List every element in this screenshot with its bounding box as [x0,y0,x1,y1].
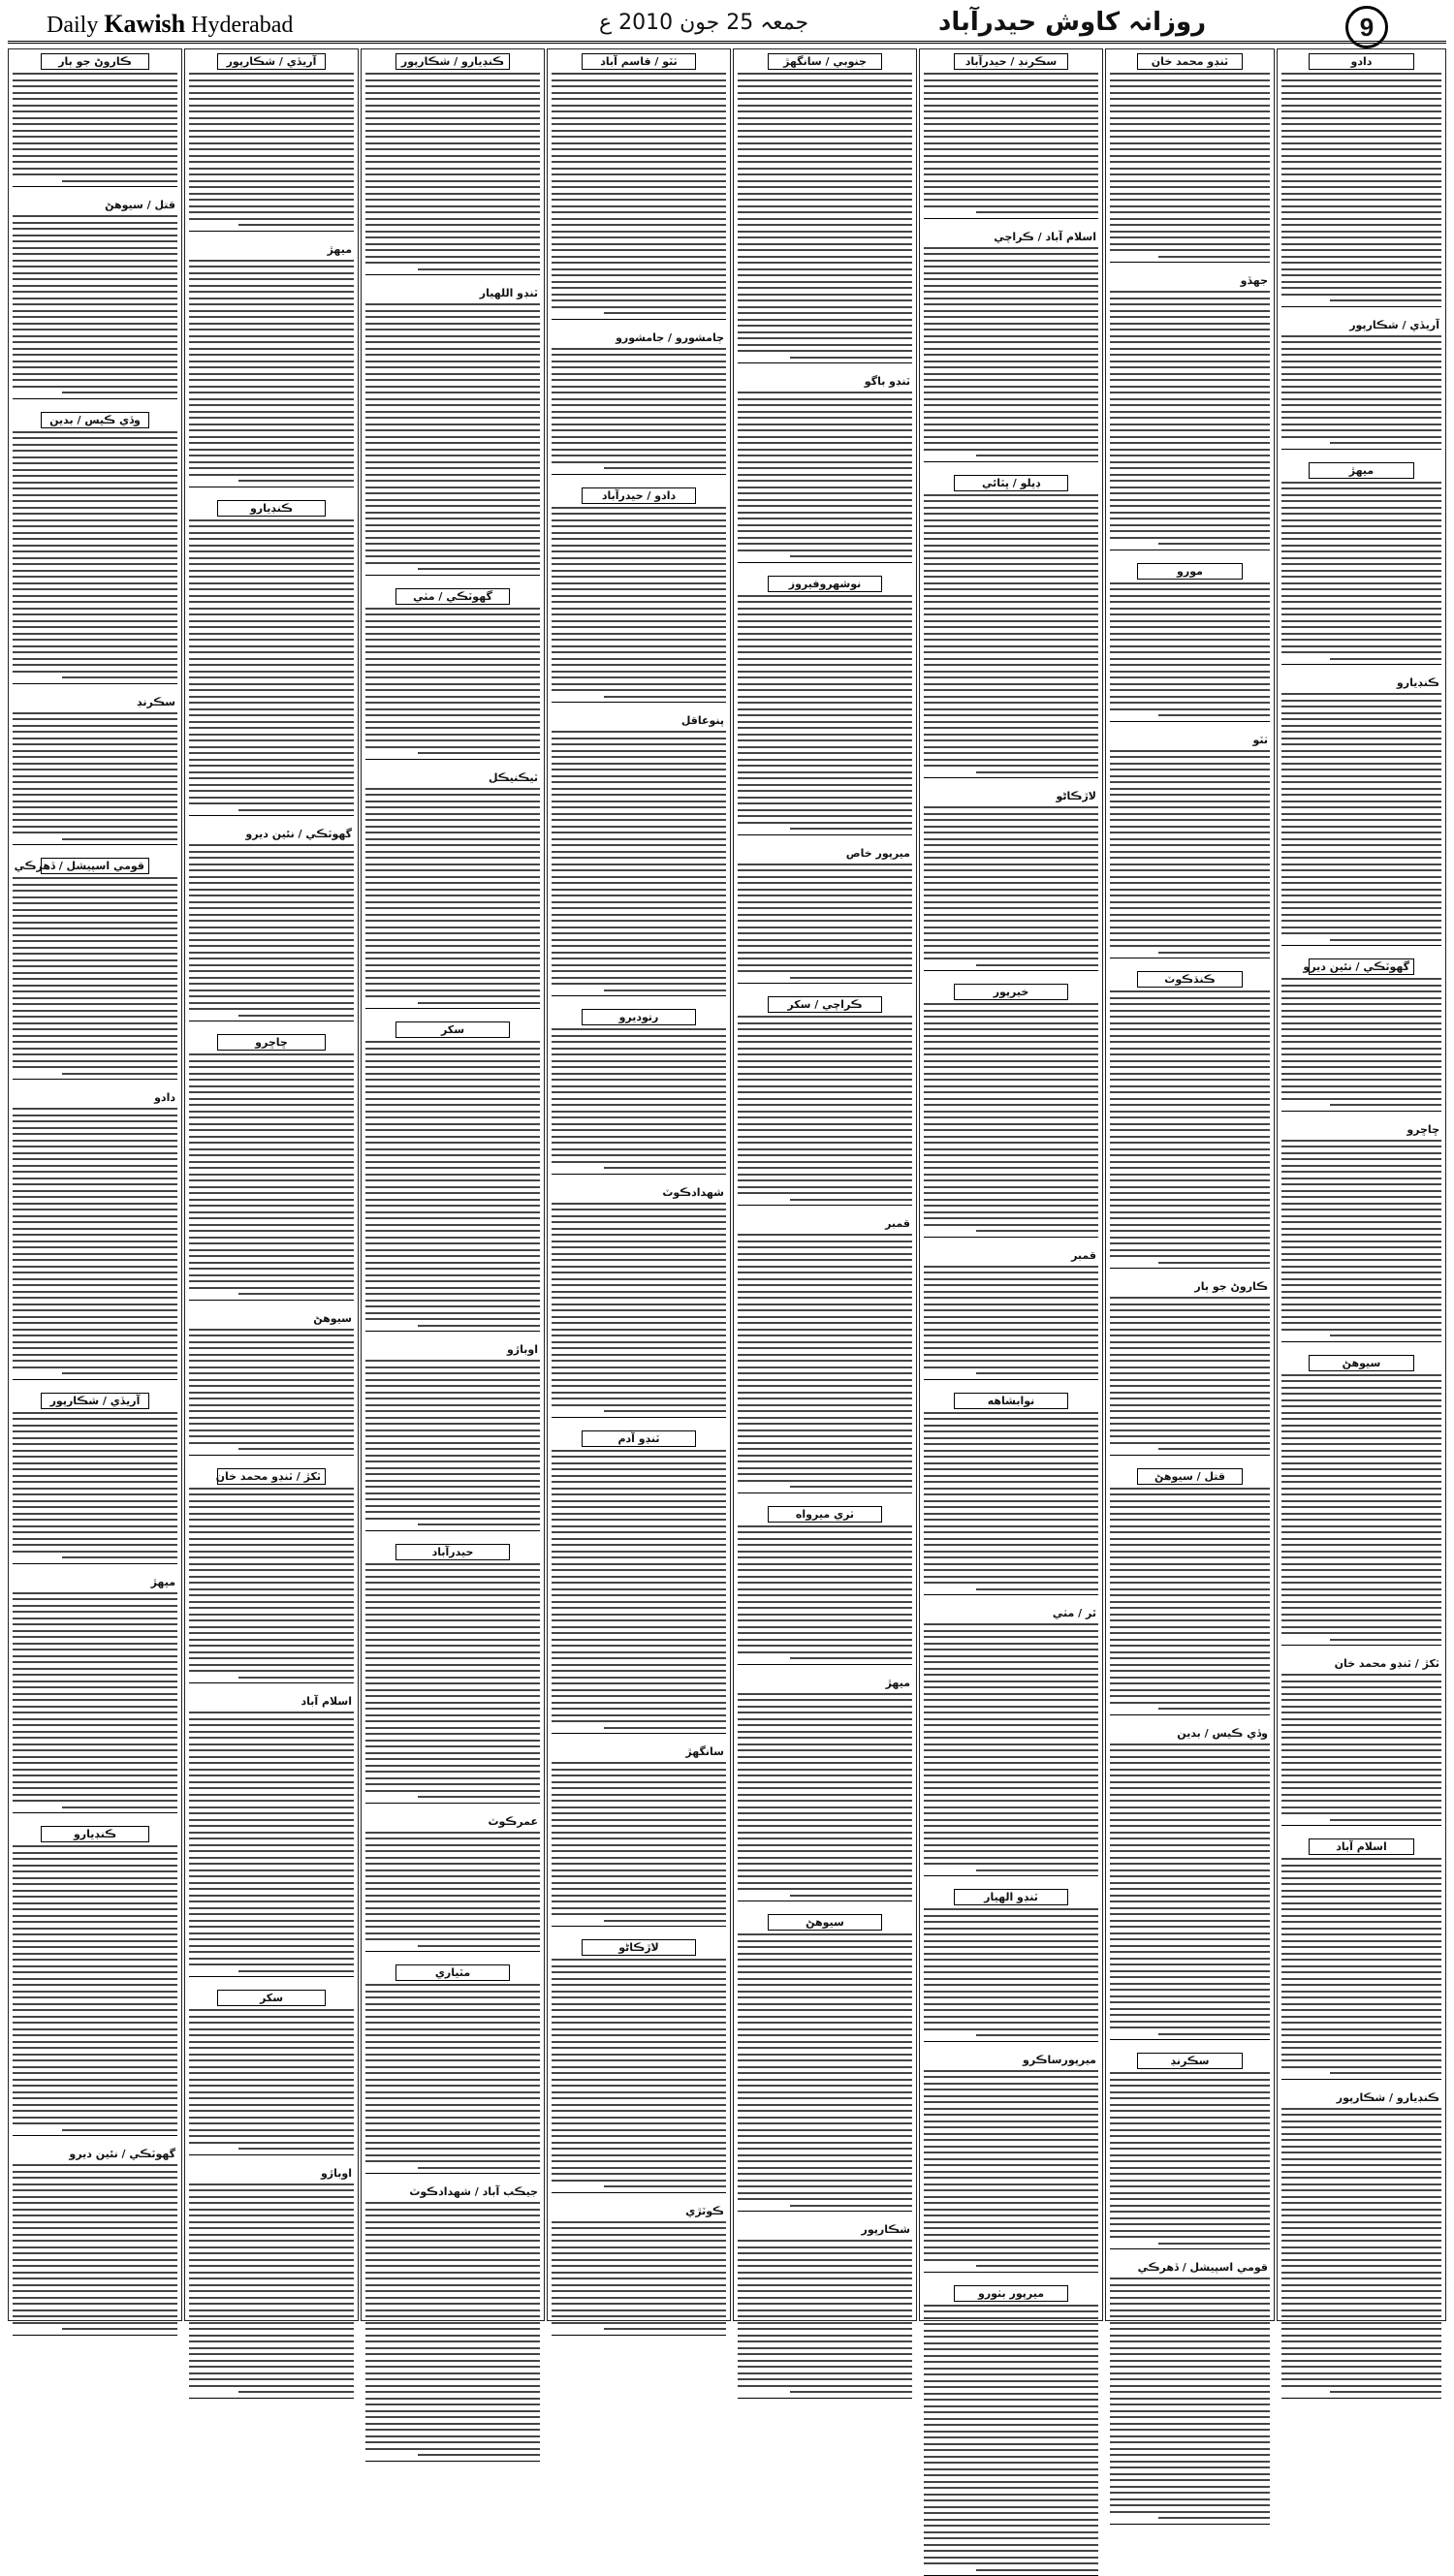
story-headline: سڪرنڊ [13,695,177,709]
news-story [185,1694,358,1977]
story-headline: دادو / حيدرآباد [582,487,696,504]
story-headline: سکر [395,1021,510,1038]
news-story [920,475,1102,779]
news-story [548,1744,730,1927]
story-headline: ڪنڌڪوٽ [1137,971,1243,988]
story-body-text [189,1712,354,1972]
news-story [9,858,181,1080]
news-story [9,1090,181,1380]
story-body-text [552,1959,726,2187]
page-number-badge: 9 [1345,6,1388,48]
news-story [185,53,358,232]
story-headline: ٽنڊو اللهيار [365,286,540,300]
story-headline: ڇاڇرو [1281,1122,1441,1137]
news-story [362,53,544,275]
story-body-text [365,73,540,270]
story-headline: قمبر [924,1248,1098,1263]
news-story [1106,563,1274,722]
news-story [548,1430,730,1735]
news-story [734,1914,916,2212]
news-column [1277,48,1446,2321]
story-headline: اسلام آباد [189,1694,354,1709]
news-story [362,1544,544,1804]
story-headline: ميهڙ [189,242,354,257]
story-headline: شهدادڪوٽ [552,1185,726,1200]
story-headline: ٺٽو / قاسم آباد [582,53,696,70]
story-body-text [189,73,354,226]
urdu-title: روزانہ کاوش حیدرآباد [938,8,1206,37]
story-body-text [1110,291,1270,545]
story-body-text [365,1832,540,1947]
news-story [548,487,730,704]
story-body-text [13,877,177,1075]
news-story [9,1826,181,2136]
news-story [920,984,1102,1238]
story-headline: سيوهڻ [768,1914,882,1931]
news-story [920,230,1102,462]
news-story [1278,1122,1445,1342]
story-body-text [189,260,354,483]
story-body-text [924,1623,1098,1871]
story-body-text [1281,2108,1441,2394]
news-story [1106,53,1274,263]
news-story [185,1468,358,1684]
news-story [1106,1279,1274,1456]
story-body-text [365,1360,540,1525]
story-body-text [738,1016,912,1201]
news-story [1106,2053,1274,2249]
story-headline: سکر [217,1990,326,2006]
news-story [548,1185,730,1418]
story-body-text [13,215,177,393]
news-story [1278,1838,1445,2080]
story-headline: حيدرآباد [395,1544,510,1560]
story-headline: اسلام آباد / ڪراچي [924,230,1098,244]
news-story [734,1506,916,1665]
story-headline: عمرڪوٽ [365,1814,540,1829]
news-story [362,2184,544,2462]
news-story [1278,2090,1445,2399]
story-body-text [1281,335,1441,445]
story-headline: آريڏي / شڪارپور [1281,318,1441,332]
story-headline: آريڏي / شڪارپور [41,1393,149,1409]
story-headline: قتل / سيوهڻ [1137,1468,1243,1485]
story-headline: سيوهڻ [189,1311,354,1326]
story-headline: لاڙڪاڻو [582,1939,696,1956]
story-body-text [1281,73,1441,301]
story-body-text [189,2009,354,2150]
story-body-text [13,1412,177,1559]
story-headline: مٽياري [395,1964,510,1981]
story-headline: خيرپور [954,984,1068,1000]
story-headline: نوابشاهه [954,1393,1068,1409]
news-story [734,846,916,985]
story-body-text [13,1108,177,1374]
story-headline: سڪرنڊ / حيدرآباد [954,53,1068,70]
story-body-text [552,507,726,698]
story-body-text [365,788,540,1004]
story-body-text [738,595,912,831]
news-story [734,2222,916,2399]
story-body-text [552,348,726,470]
news-story [1278,1355,1445,1647]
story-body-text [1110,582,1270,717]
story-headline: ڪراچي / سکر [768,996,882,1013]
news-story [548,1939,730,2193]
story-body-text [924,73,1098,213]
story-headline: ڪنڊيارو / شڪارپور [1281,2090,1441,2105]
story-headline: ٽنڊو آدم [582,1430,696,1447]
story-headline: ميرپور خاص [738,846,912,861]
story-headline: گهوٽڪي / نئين ديرو [1309,958,1414,975]
story-headline: ميهڙ [13,1575,177,1589]
news-story [185,1034,358,1301]
story-body-text [924,2305,1098,2571]
story-headline: ٽکڙ / ٽنڊو محمد خان [217,1468,326,1485]
story-body-text [738,864,912,979]
story-body-text [552,1028,726,1169]
news-story [734,996,916,1206]
story-headline: اسلام آباد [1309,1838,1414,1855]
news-story [920,1606,1102,1876]
story-body-text [189,519,354,811]
news-story [920,1889,1102,2042]
news-column [733,48,917,2321]
story-body-text [1110,73,1270,258]
story-headline: جنوبي / سانگهڙ [768,53,882,70]
news-story [920,1393,1102,1596]
story-body-text [1281,1140,1441,1337]
story-body-text [552,73,726,314]
news-story [1278,958,1445,1112]
masthead [8,6,1446,44]
news-story [548,2204,730,2336]
story-headline: شڪارپور [738,2222,912,2237]
news-story [920,789,1102,971]
story-headline: ڪنڊيارو [217,500,326,517]
story-body-text [1110,2072,1270,2245]
story-headline: رتوديرو [582,1009,696,1025]
story-headline: وڏي ڪيس / بدين [1110,1726,1270,1741]
news-story [734,1676,916,1902]
story-body-text [1110,1488,1270,1711]
story-headline: جهڏو [1110,273,1270,288]
story-body-text [1110,1297,1270,1450]
story-headline: نوشهروفيروز [768,576,882,592]
story-headline: قومي اسپيشل / ڏهرڪي [41,858,149,874]
news-story [362,770,544,1010]
story-body-text [552,1450,726,1729]
story-headline: گهوٽڪي / نئين ديرو [189,827,354,841]
news-story [548,1009,730,1175]
story-body-text [1281,482,1441,660]
story-body-text [1281,1374,1441,1641]
story-body-text [738,1234,912,1488]
story-body-text [365,608,540,755]
issue-date: جمعہ 25 جون 2010 ع [599,11,808,35]
story-headline: سانگهڙ [552,1744,726,1759]
news-story [1106,1468,1274,1715]
news-story [1106,971,1274,1269]
story-headline: ڪنڊيارو [41,1826,149,1842]
news-story [9,1393,181,1564]
story-body-text [738,392,912,557]
story-body-text [189,1329,354,1451]
news-story [548,713,730,996]
story-headline: ڪاروڻ جو ٻار [1110,1279,1270,1294]
story-headline: ميهڙ [738,1676,912,1690]
english-title: Daily Kawish Hyderabad [47,10,293,39]
story-body-text [365,1041,540,1327]
story-headline: ٿر / مٺي [924,1606,1098,1620]
story-headline: سيوهڻ [1309,1355,1414,1371]
news-story [362,1814,544,1953]
news-story [1278,53,1445,307]
story-headline: ٽنڊو الهيار [954,1889,1068,1905]
news-story [185,2166,358,2399]
story-headline: اوباڙو [189,2166,354,2181]
story-headline: سڪرنڊ [1137,2053,1243,2069]
story-headline: ميهڙ [1309,462,1414,479]
story-body-text [738,1933,912,2207]
story-body-text [1281,978,1441,1106]
news-story [920,53,1102,219]
story-body-text [365,1563,540,1799]
story-body-text [924,1412,1098,1590]
news-story [920,2053,1102,2273]
story-body-text [365,1984,540,2169]
story-headline: آريڏي / شڪارپور [217,53,326,70]
story-headline: ڪوٽڙي [552,2204,726,2218]
story-body-text [738,73,912,359]
news-story [362,1964,544,2174]
news-column [361,48,545,2321]
story-body-text [924,1908,1098,2036]
story-body-text [924,247,1098,457]
news-column [8,48,182,2321]
news-story [1278,1656,1445,1826]
story-headline: ڪنڊيارو [1281,675,1441,690]
news-story [734,576,916,835]
news-column [919,48,1103,2321]
story-body-text [552,1203,726,1413]
story-body-text [738,1693,912,1897]
story-body-text [552,1762,726,1922]
news-story [734,53,916,363]
story-body-text [924,494,1098,773]
story-body-text [1110,2278,1270,2519]
story-body-text [1281,693,1441,941]
story-headline: گهوٽڪي / نئين ديرو [13,2147,177,2161]
news-story [362,1021,544,1332]
story-headline: ٺٽو [1110,733,1270,747]
news-story [734,1216,916,1493]
story-body-text [189,1488,354,1679]
story-headline: دادو [13,1090,177,1105]
story-body-text [552,731,726,991]
story-headline: ٽکڙ / ٽنڊو محمد خان [1281,1656,1441,1671]
story-body-text [1281,1858,1441,2074]
news-column [547,48,731,2321]
news-column [184,48,359,2321]
news-story [9,1575,181,1814]
news-story [1278,675,1445,946]
story-headline: ٽنڊو باگو [738,374,912,389]
story-body-text [738,1525,912,1660]
news-story [1106,733,1274,959]
story-body-text [189,2183,354,2394]
news-story [548,53,730,320]
story-body-text [189,1053,354,1295]
story-body-text [1110,1744,1270,2035]
news-story [9,2147,181,2336]
story-body-text [13,1845,177,2131]
story-body-text [13,2164,177,2330]
story-body-text [365,2202,540,2456]
news-story [185,1990,358,2155]
story-headline: ڇاڇرو [217,1034,326,1051]
news-story [1278,462,1445,666]
story-headline: ڪاروڻ جو ٻار [41,53,149,70]
story-headline: ميرپور بٺورو [954,2285,1068,2302]
story-headline: ٺري ميرواه [768,1506,882,1523]
story-body-text [13,712,177,840]
story-headline: پنوعاقل [552,713,726,728]
story-headline: ڪنڊيارو / شڪارپور [395,53,510,70]
story-body-text [13,431,177,679]
news-story [9,53,181,187]
story-body-text [924,1003,1098,1232]
story-body-text [924,1266,1098,1375]
story-headline: وڏي ڪيس / بدين [41,412,149,428]
news-story [185,242,358,487]
news-story [734,374,916,563]
story-body-text [738,2240,912,2393]
story-headline: ٽنڊو محمد خان [1137,53,1243,70]
story-body-text [1281,1674,1441,1821]
news-story [185,827,358,1021]
story-body-text [1110,990,1270,1264]
story-headline: دادو [1309,53,1414,70]
news-story [362,588,544,760]
story-body-text [189,844,354,1017]
story-headline: ميرپورساڪرو [924,2053,1098,2067]
story-body-text [924,2070,1098,2268]
story-headline: ڊپلو / ڀٽائي [954,475,1068,491]
news-story [548,330,730,475]
story-body-text [552,2221,726,2331]
story-headline: گهوٽڪي / مٺي [395,588,510,605]
news-story [362,286,544,576]
story-headline: اوباڙو [365,1342,540,1357]
news-story [920,2285,1102,2576]
story-headline: ٽيڪنيڪل [365,770,540,785]
story-headline: قومي اسپيشل / ڏهرڪي [1110,2260,1270,2275]
news-story [1106,2260,1274,2525]
news-column [1105,48,1275,2321]
story-body-text [365,303,540,570]
story-body-text [13,73,177,182]
story-body-text [1110,750,1270,954]
news-story [185,500,358,817]
story-body-text [13,1592,177,1808]
story-headline: لاڙڪاڻو [924,789,1098,803]
story-headline: قمبر [738,1216,912,1231]
story-headline: جيڪب آباد / شهدادڪوٽ [365,2184,540,2199]
news-story [9,412,181,684]
news-story [1106,273,1274,550]
story-headline: قتل / سيوهڻ [13,198,177,212]
story-headline: مورو [1137,563,1243,580]
news-story [9,695,181,846]
news-story [185,1311,358,1456]
news-story [362,1342,544,1531]
news-story [9,198,181,399]
story-headline: ڄامشورو / جامشورو [552,330,726,345]
news-story [1106,1726,1274,2041]
news-story [920,1248,1102,1380]
story-body-text [924,806,1098,966]
news-story [1278,318,1445,450]
